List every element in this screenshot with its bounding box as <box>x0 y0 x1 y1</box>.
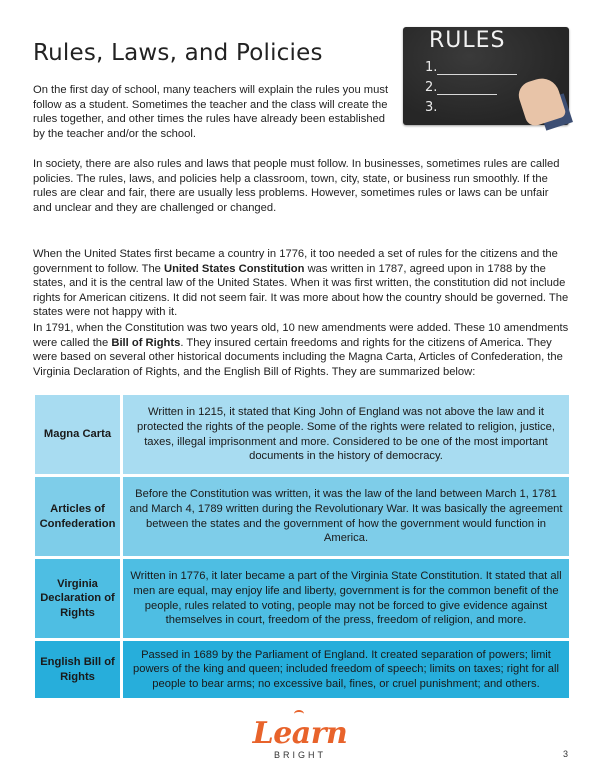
chalkboard-number-1: 1. <box>425 60 438 75</box>
chalkboard-number-3: 3. <box>425 100 438 115</box>
document-description: Passed in 1689 by the Parliament of England. It created separation of powers; limit powers of the king and queen; included freedom of speech; limits on taxes; right for all people to bear arms; no excessive bail, fines, or cruel punishment; and others. <box>123 641 569 698</box>
bold-term: United States Constitution <box>164 262 305 275</box>
logo-word-learn: Learn <box>252 716 348 751</box>
page-number: 3 <box>563 749 569 759</box>
document-name: Virginia Declaration of Rights <box>35 559 120 638</box>
chalkboard-image <box>403 27 569 125</box>
document-name: English Bill of Rights <box>35 641 120 698</box>
text-span: . They insured certain freedoms and rights for the citizens of America. They were based on several other historical documents including the Magna Carta, Articles of Confederation, the Virginia Declaration of Rights, and the English Bill of Rights. They are summarized below: <box>33 336 563 378</box>
bold-term: Bill of Rights <box>111 336 181 349</box>
table-row <box>35 477 569 556</box>
page-title: Rules, Laws, and Policies <box>33 40 323 66</box>
table-row <box>35 559 569 638</box>
text-span: When the United States first became a country in 1776, it too needed a set of rules for the citizens and the government to follow. The <box>33 248 558 275</box>
learn-bright-logo <box>248 718 352 768</box>
document-name: Articles of Confederation <box>35 477 120 556</box>
chalkboard-number-2: 2. <box>425 80 438 95</box>
society-paragraph: In society, there are also rules and laws that people must follow. In businesses, sometimes rules are called policies. The rules, laws, and policies help a classroom, town, city, state, or business run smoothly. If the rules are clear and fair, there are usually less problems. However, sometimes rules or laws can be unfair and unclear and they are challenged or changed. <box>33 158 560 214</box>
constitution-paragraph <box>33 247 570 320</box>
intro-paragraph: On the first day of school, many teachers will explain the rules you must follow as a student. Sometimes the teacher and the class will create the rules together, and other times the rules have already been established by the teacher and/or the school. <box>33 84 389 140</box>
chalk-line <box>437 94 497 95</box>
logo-word-bright: BRIGHT <box>273 750 326 760</box>
chalkboard-heading: RULES <box>429 28 506 53</box>
spark-icon <box>294 710 304 718</box>
document-description: Before the Constitution was written, it was the law of the land between March 1, 1781 and March 4, 1789 written during the Revolutionary War. It was basically the agreement between the states and the government of how the government would function in America. <box>123 477 569 556</box>
text-span: was written in 1787, agreed upon in 1788 by the states, and it is the central law of the United States. When it was first written, the constitution did not include rights for American citizens. It did not seem fair. It was more about how the country should be governed. The states were not happy with it. <box>33 262 569 319</box>
bill-of-rights-paragraph <box>33 321 570 379</box>
documents-table <box>35 395 569 701</box>
chalk-line <box>437 74 517 75</box>
document-description: Written in 1215, it stated that King John of England was not above the law and it protected the rights of the people. Some of the rights were related to religion, justice, taxes, illegal imprisonment and more. Considered to be one of the most important documents in the history of democracy. <box>123 395 569 474</box>
text-span: In 1791, when the Constitution was two years old, 10 new amendments were added. These 10 amendments were called the <box>33 322 569 349</box>
document-name: Magna Carta <box>35 395 120 474</box>
document-description: Written in 1776, it later became a part of the Virginia State Constitution. It stated that all men are equal, may enjoy life and liberty, government is for the common benefit of the people, rules related to voting, people may not be forced to give evidence against themselves in court, freedom of the press, freedom of religion, and more. <box>123 559 569 638</box>
table-row <box>35 395 569 474</box>
table-row <box>35 641 569 698</box>
